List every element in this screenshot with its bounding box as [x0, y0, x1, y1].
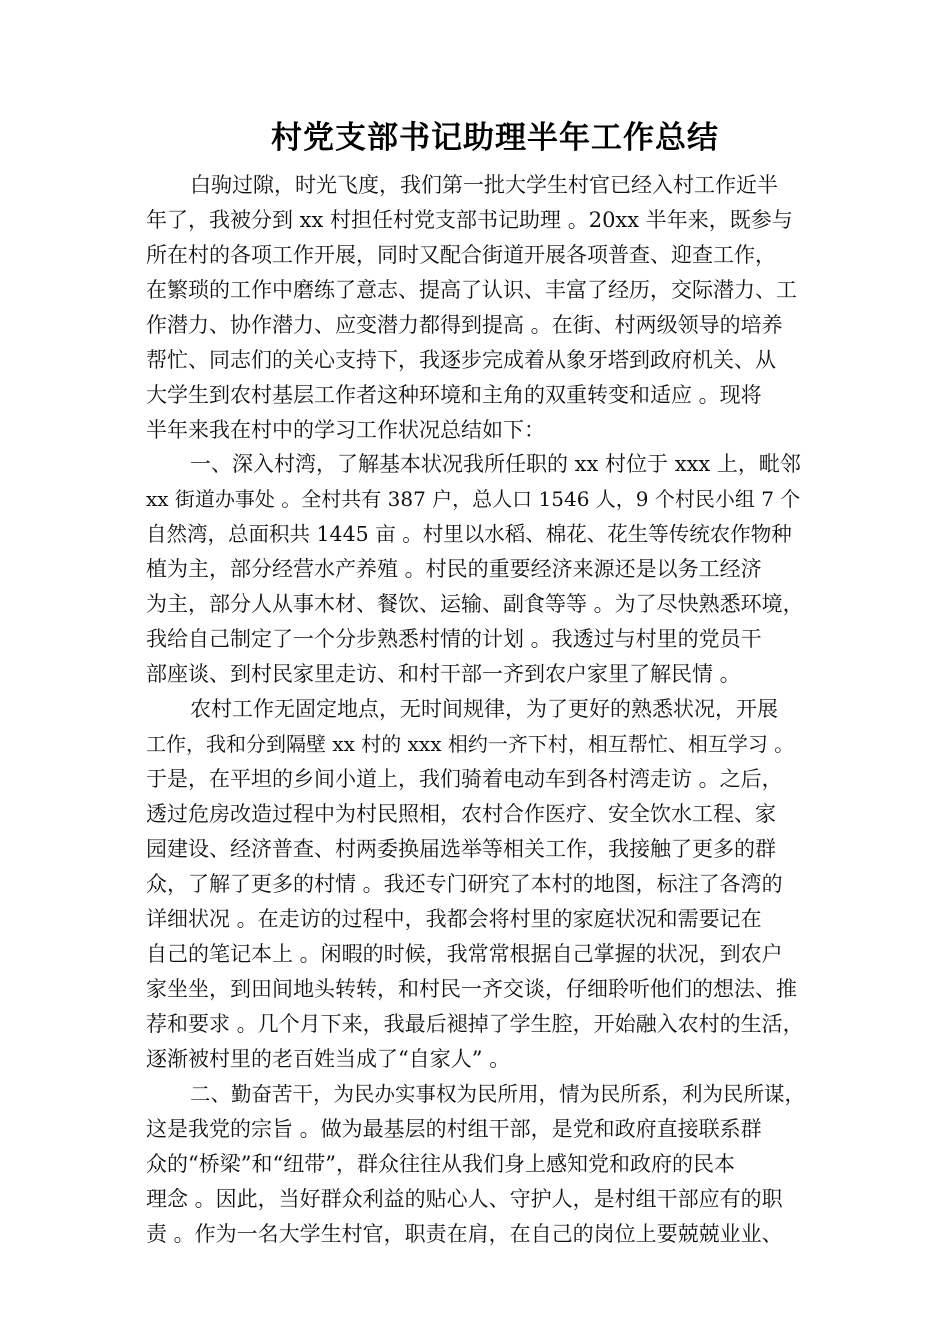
body-line: 植为主，部分经营水产养殖 。村民的重要经济来源还是以务工经济 — [146, 557, 762, 581]
body-line: 二、勤奋苦干，为民办实事权为民所用，情为民所系，利为民所谋， — [190, 1082, 805, 1106]
body-line: 农村工作无固定地点，无时间规律，为了更好的熟悉状况，开展 — [190, 697, 778, 721]
body-line: 我给自己制定了一个分步熟悉村情的计划 。我透过与村里的党员干 — [146, 627, 762, 651]
body-line: 家坐坐，到田间地头转转，和村民一齐交谈，仔细聆听他们的想法、推 — [146, 977, 797, 1001]
body-line: 大学生到农村基层工作者这种环境和主角的双重转变和适应 。现将 — [146, 383, 762, 407]
body-line: 所在村的各项工作开展，同时又配合街道开展各项普查、迎查工作， — [146, 243, 776, 267]
body-line: 一、深入村湾，了解基本状况我所任职的 xx 村位于 xxx 上，毗邻 — [190, 452, 801, 476]
body-line: 逐渐被村里的老百姓当成了“自家人” 。 — [146, 1047, 511, 1071]
body-line: 帮忙、同志们的关心支持下，我逐步完成着从象牙塔到政府机关、从 — [146, 348, 776, 372]
body-line: 工作，我和分到隔壁 xx 村的 xxx 相约一齐下村，相互帮忙、相互学习 。 — [146, 732, 795, 756]
body-line: xx 街道办事处 。全村共有 387 户，总人口 1546 人，9 个村民小组 7 个 — [146, 487, 801, 511]
body-line: 为主，部分人从事木材、餐饮、运输、副食等等 。为了尽快熟悉环境， — [146, 592, 804, 616]
body-line: 荐和要求 。几个月下来，我最后褪掉了学生腔，开始融入农村的生活， — [146, 1012, 804, 1036]
body-line: 自己的笔记本上 。闲暇的时候，我常常根据自己掌握的状况，到农户 — [146, 942, 783, 966]
body-line: 众的“桥梁”和“纽带”，群众往往从我们身上感知党和政府的民本 — [146, 1152, 735, 1176]
document-title: 村党支部书记助理半年工作总结 — [271, 120, 719, 156]
body-line: 详细状况 。在走访的过程中，我都会将村里的家庭状况和需要记在 — [146, 907, 762, 931]
body-line: 自然湾，总面积共 1445 亩 。村里以水稻、棉花、花生等传统农作物种 — [146, 522, 792, 546]
body-line: 部座谈、到村民家里走访、和村干部一齐到农户家里了解民情 。 — [146, 662, 741, 686]
body-line: 责 。作为一名大学生村官，职责在肩，在自己的岗位上要兢兢业业、 — [146, 1222, 783, 1246]
body-line: 半年来我在村中的学习工作状况总结如下： — [146, 418, 545, 442]
body-line: 于是，在平坦的乡间小道上，我们骑着电动车到各村湾走访 。之后， — [146, 767, 783, 791]
body-line: 透过危房改造过程中为村民照相，农村合作医疗、安全饮水工程、家 — [146, 802, 776, 826]
body-line: 理念 。因此，当好群众利益的贴心人、守护人，是村组干部应有的职 — [146, 1187, 783, 1211]
body-line: 白驹过隙，时光飞度，我们第一批大学生村官已经入村工作近半 — [190, 173, 778, 197]
body-line: 在繁琐的工作中磨练了意志、提高了认识、丰富了经历，交际潜力、工 — [146, 278, 797, 302]
body-line: 园建设、经济普查、村两委换届选举等相关工作，我接触了更多的群 — [146, 837, 776, 861]
body-line: 这是我党的宗旨 。做为最基层的村组干部，是党和政府直接联系群 — [146, 1117, 762, 1141]
body-line: 作潜力、协作潜力、应变潜力都得到提高 。在街、村两级领导的培养 — [146, 313, 783, 337]
body-line: 年了，我被分到 xx 村担任村党支部书记助理 。20xx 半年来，既参与 — [146, 208, 793, 232]
body-line: 众，了解了更多的村情 。我还专门研究了本村的地图，标注了各湾的 — [146, 872, 783, 896]
